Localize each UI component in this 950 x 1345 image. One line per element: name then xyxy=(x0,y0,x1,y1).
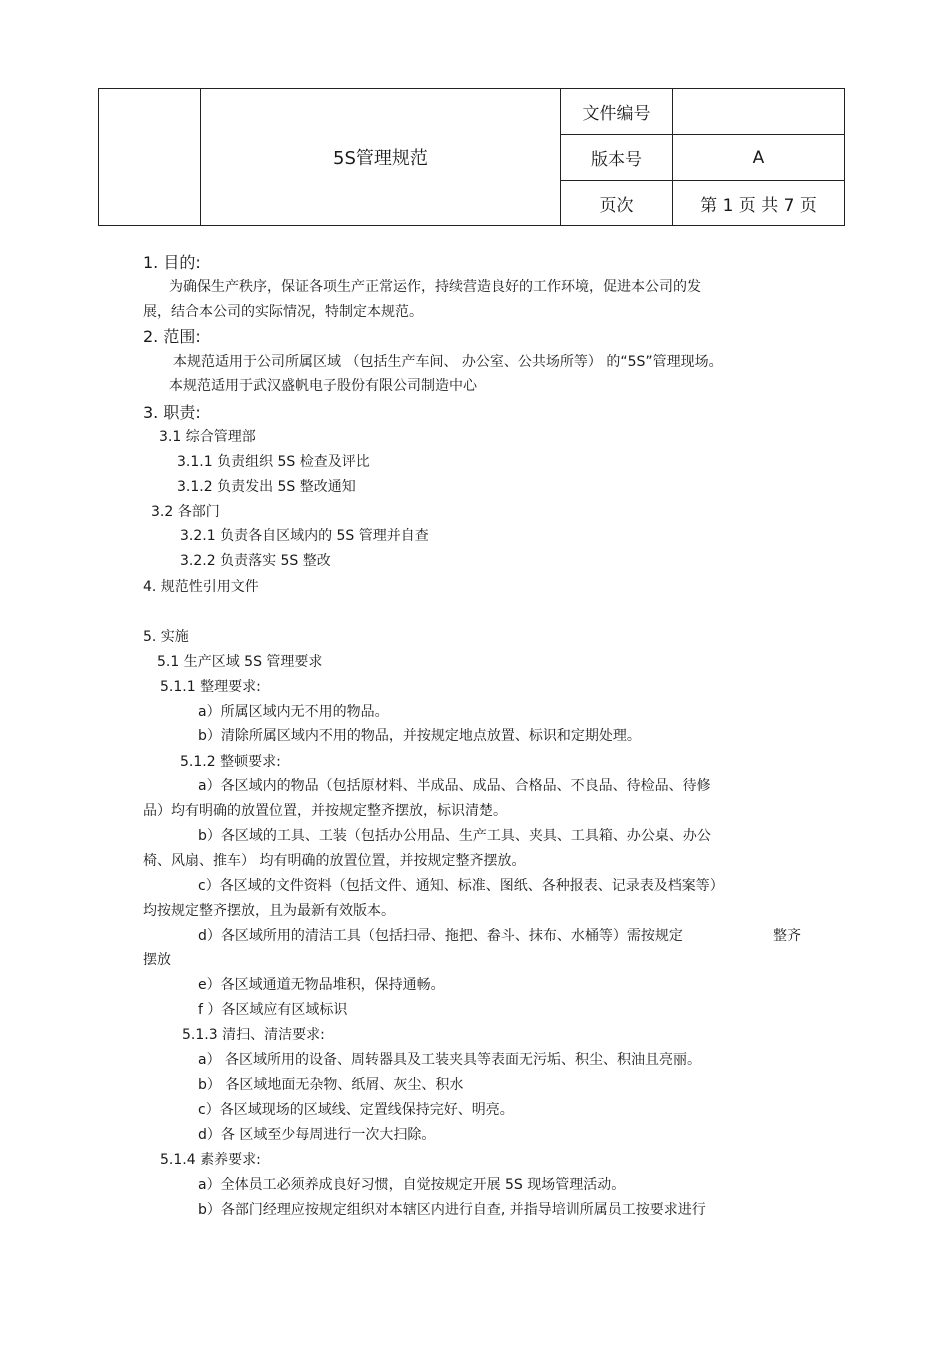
body-line: 均按规定整齐摆放，且为最新有效版本。 xyxy=(143,903,395,919)
body-line: b）清除所属区域内不用的物品，并按规定地点放置、标识和定期处理。 xyxy=(198,728,641,744)
doc-number-label: 文件编号 xyxy=(561,89,673,135)
body-line: f ）各区域应有区域标识 xyxy=(198,1002,348,1018)
body-line: d）各 区域至少每周进行一次大扫除。 xyxy=(198,1127,436,1143)
body-line: 3.2 各部门 xyxy=(151,504,220,520)
body-line: 本规范适用于公司所属区域 （包括生产车间、 办公室、公共场所等） 的“5S”管理现场。 xyxy=(173,354,723,370)
body-line: d）各区域所用的清洁工具（包括扫帚、拖把、畚斗、抹布、水桶等）需按规定 xyxy=(198,928,683,944)
body-line: 整齐 xyxy=(773,928,801,944)
body-line: 5. 实施 xyxy=(143,629,189,645)
version-label: 版本号 xyxy=(561,135,673,181)
body-line: 5.1 生产区域 5S 管理要求 xyxy=(157,654,323,670)
page-value: 第 1 页 共 7 页 xyxy=(673,181,845,226)
body-line: 5.1.1 整理要求: xyxy=(160,679,261,695)
body-line: 为确保生产秩序，保证各项生产正常运作，持续营造良好的工作环境，促进本公司的发 xyxy=(169,279,701,295)
body-line: 3.1 综合管理部 xyxy=(159,429,256,445)
section-heading: 2. 范围: xyxy=(143,327,201,346)
body-line: a）各区域内的物品（包括原材料、半成品、成品、合格品、不良品、待检品、待修 xyxy=(198,778,711,794)
document-title: 5S管理规范 xyxy=(201,89,561,226)
body-line: 摆放 xyxy=(143,952,171,968)
body-line: 5.1.4 素养要求: xyxy=(160,1152,261,1168)
body-line: 本规范适用于武汉盛帆电子股份有限公司制造中心 xyxy=(169,378,477,394)
body-line: b）各部门经理应按规定组织对本辖区内进行自查, 并指导培训所属员工按要求进行 xyxy=(198,1202,706,1218)
page-label: 页次 xyxy=(561,181,673,226)
body-line: 3.2.1 负责各自区域内的 5S 管理并自查 xyxy=(180,528,429,544)
body-line: a）所属区域内无不用的物品。 xyxy=(198,704,389,720)
body-line: 4. 规范性引用文件 xyxy=(143,579,259,595)
body-line: c）各区域现场的区域线、定置线保持完好、明亮。 xyxy=(198,1102,514,1118)
body-line: b）各区域的工具、工装（包括办公用品、生产工具、夹具、工具箱、办公桌、办公 xyxy=(198,828,711,844)
body-line: a） 各区域所用的设备、周转器具及工装夹具等表面无污垢、积尘、积油且亮丽。 xyxy=(198,1052,702,1068)
body-line: 品）均有明确的放置位置，并按规定整齐摆放，标识清楚。 xyxy=(143,803,507,819)
body-line: c）各区域的文件资料（包括文件、通知、标准、图纸、各种报表、记录表及档案等） xyxy=(198,878,724,894)
logo-cell xyxy=(99,89,201,226)
body-line: 3.1.1 负责组织 5S 检查及评比 xyxy=(177,454,370,470)
version-value: A xyxy=(673,135,845,181)
body-line: 5.1.2 整顿要求: xyxy=(180,754,281,770)
section-heading: 3. 职责: xyxy=(143,403,201,422)
body-line: a）全体员工必须养成良好习惯，自觉按规定开展 5S 现场管理活动。 xyxy=(198,1177,626,1193)
body-line: 3.2.2 负责落实 5S 整改 xyxy=(180,553,331,569)
doc-number-value xyxy=(673,89,845,135)
body-line: 展，结合本公司的实际情况，特制定本规范。 xyxy=(143,304,423,320)
body-line: b） 各区域地面无杂物、纸屑、灰尘、积水 xyxy=(198,1077,464,1093)
document-header-table xyxy=(98,88,845,226)
body-line: 5.1.3 清扫、清洁要求: xyxy=(182,1027,325,1043)
body-line: 椅、风扇、推车） 均有明确的放置位置，并按规定整齐摆放。 xyxy=(143,853,526,869)
section-heading: 1. 目的: xyxy=(143,253,201,272)
body-line: 3.1.2 负责发出 5S 整改通知 xyxy=(177,479,356,495)
body-line: e）各区域通道无物品堆积，保持通畅。 xyxy=(198,977,445,993)
